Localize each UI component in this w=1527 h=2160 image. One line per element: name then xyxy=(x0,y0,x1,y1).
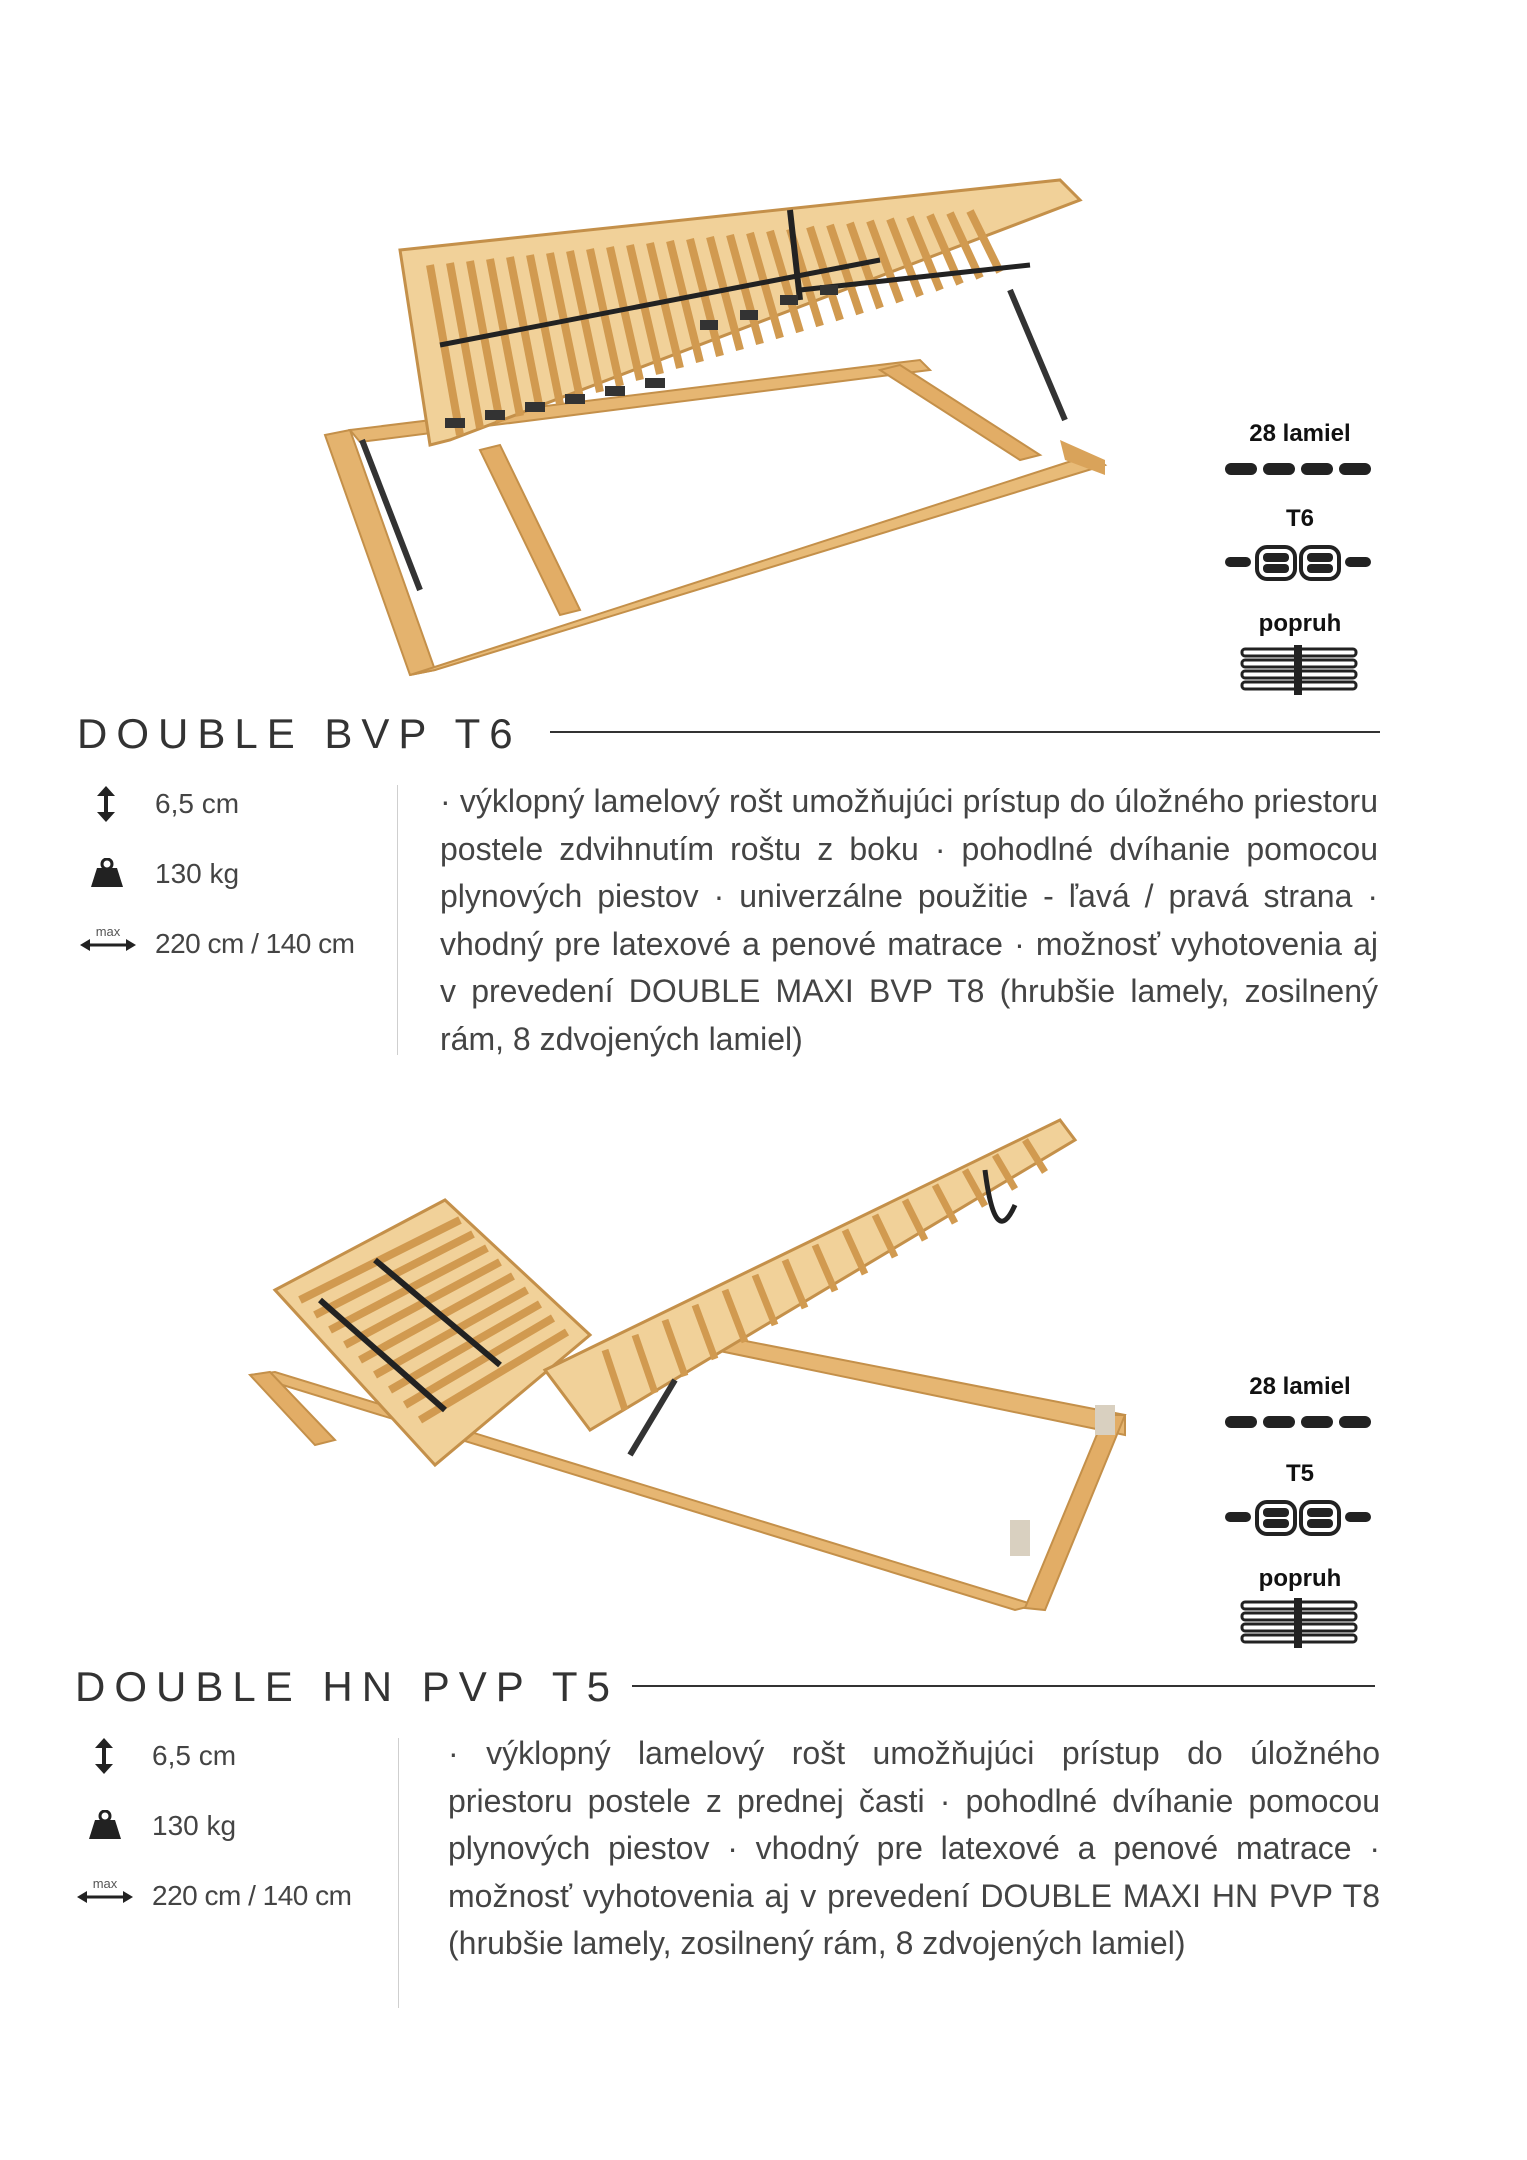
size-value: 220 cm / 140 cm xyxy=(152,1880,352,1911)
strap-icon xyxy=(1240,1598,1360,1648)
slats-count-label: 28 lamiel xyxy=(1249,1373,1351,1400)
size-icon-label: max xyxy=(95,924,121,939)
strap-label: popruh xyxy=(1258,1565,1342,1592)
height-icon xyxy=(95,786,117,822)
product-1-image xyxy=(320,170,1120,680)
spec-divider xyxy=(398,1738,399,2008)
double-slat-holder-icon xyxy=(1225,1500,1375,1536)
product-1-description: · výklopný lamelový rošt umožňujúci prístup do úložného priestoru postele zdvihnutím roštu z boku · pohodlné dvíhanie pomocou plynových piestov · univerzálne použitie - ľavá / pravá strana · vhodný pre latexové a penové matrace · možnosť vyhotovenia aj v prevedení DOUBLE MAXI BVP T8 (hrubšie lamely, zosilnený rám, 8 zdvojených lamiel) xyxy=(440,783,1378,1057)
height-value: 6,5 cm xyxy=(155,788,240,819)
double-arrow-icon xyxy=(77,1890,133,1904)
double-arrow-icon xyxy=(80,938,136,952)
height-icon xyxy=(93,1738,115,1774)
load-value: 130 kg xyxy=(152,1810,237,1841)
double-slat-holder-icon xyxy=(1225,545,1375,581)
type-label: T6 xyxy=(1285,505,1314,532)
product-2-image xyxy=(245,1110,1145,1630)
type-label: T5 xyxy=(1285,1460,1314,1487)
size-value: 220 cm / 140 cm xyxy=(155,928,355,959)
product-2-title: DOUBLE HN PVP T5 xyxy=(75,1663,619,1710)
spec-divider xyxy=(397,785,398,1055)
slats-count-label: 28 lamiel xyxy=(1249,420,1351,447)
height-value: 6,5 cm xyxy=(152,1740,237,1771)
weight-icon xyxy=(88,1810,122,1840)
strap-icon xyxy=(1240,645,1360,695)
title-divider xyxy=(632,1685,1375,1687)
size-icon xyxy=(80,925,136,952)
product-1-title: DOUBLE BVP T6 xyxy=(77,710,522,757)
size-icon xyxy=(77,1877,133,1904)
title-divider xyxy=(550,731,1380,733)
weight-icon xyxy=(90,858,124,888)
slats-icon xyxy=(1225,1413,1375,1431)
size-icon-label: max xyxy=(92,1876,118,1891)
load-value: 130 kg xyxy=(155,858,240,889)
slats-icon xyxy=(1225,460,1375,478)
strap-label: popruh xyxy=(1258,610,1342,637)
product-2-description: · výklopný lamelový rošt umožňujúci prístup do úložného priestoru postele z prednej časti · pohodlné dvíhanie pomocou plynových piestov · vhodný pre latexové a penové matrace · možnosť vyhotovenia aj v prevedení DOUBLE MAXI HN PVP T8 (hrubšie lamely, zosilnený rám, 8 zdvojených lamiel) xyxy=(448,1735,1380,1961)
